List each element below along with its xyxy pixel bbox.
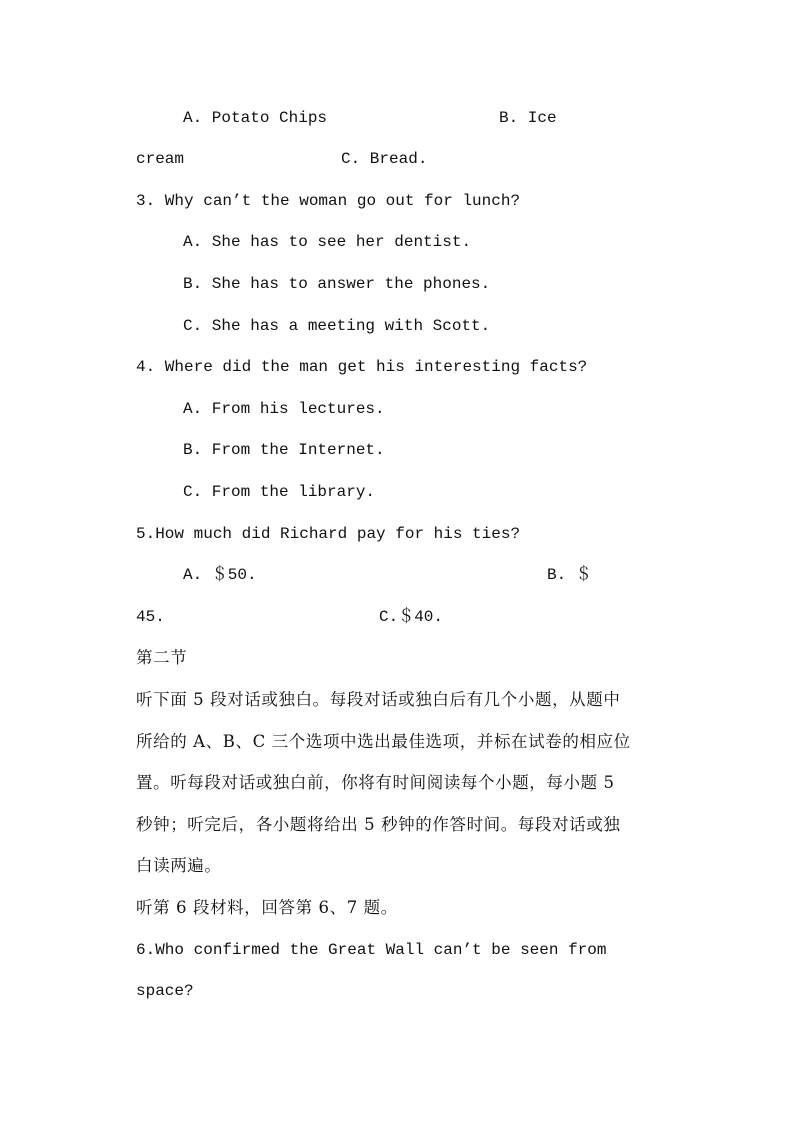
q3-question: 3. Why can’t the woman go out for lunch? — [136, 192, 521, 210]
q5-option-a: A. ＄50. — [183, 566, 257, 584]
q4-question: 4. Where did the man get his interesting facts? — [136, 358, 588, 376]
q5-option-b: B. ＄ — [547, 566, 592, 584]
section-heading: 第二节 — [136, 648, 188, 667]
q2-option-c: C. Bread. — [341, 150, 428, 168]
q6-question: 6.Who confirmed the Great Wall can’t be seen from — [136, 941, 607, 959]
q5-option-c: C.＄40. — [379, 608, 444, 626]
instruction-line: 听下面 5 段对话或独白。每段对话或独白后有几个小题，从题中 — [136, 690, 621, 709]
q2-option-b: B. Ice — [499, 109, 557, 127]
q4-option-c: C. From the library. — [183, 483, 376, 501]
q4-option-a: A. From his lectures. — [183, 400, 385, 418]
q5-question: 5.How much did Richard pay for his ties? — [136, 525, 521, 543]
instruction-line: 白读两遍。 — [136, 856, 222, 875]
q6-question-continued: space? — [136, 982, 194, 1000]
instruction-line: 置。听每段对话或独白前，你将有时间阅读每个小题，每小题 5 — [136, 773, 615, 792]
q3-option-c: C. She has a meeting with Scott. — [183, 317, 491, 335]
q3-option-b: B. She has to answer the phones. — [183, 275, 491, 293]
q5-option-b-continued: 45. — [136, 608, 165, 626]
q3-option-a: A. She has to see her dentist. — [183, 233, 472, 251]
q2-option-a: A. Potato Chips — [183, 109, 328, 127]
instruction-line: 秒钟；听完后，各小题将给出 5 秒钟的作答时间。每段对话或独 — [136, 815, 621, 834]
q4-option-b: B. From the Internet. — [183, 441, 385, 459]
instruction-line: 所给的 A、B、C 三个选项中选出最佳选项，并标在试卷的相应位 — [136, 732, 631, 751]
q2-option-b-continued: cream — [136, 150, 185, 168]
material-note: 听第 6 段材料，回答第 6、7 题。 — [136, 898, 398, 917]
